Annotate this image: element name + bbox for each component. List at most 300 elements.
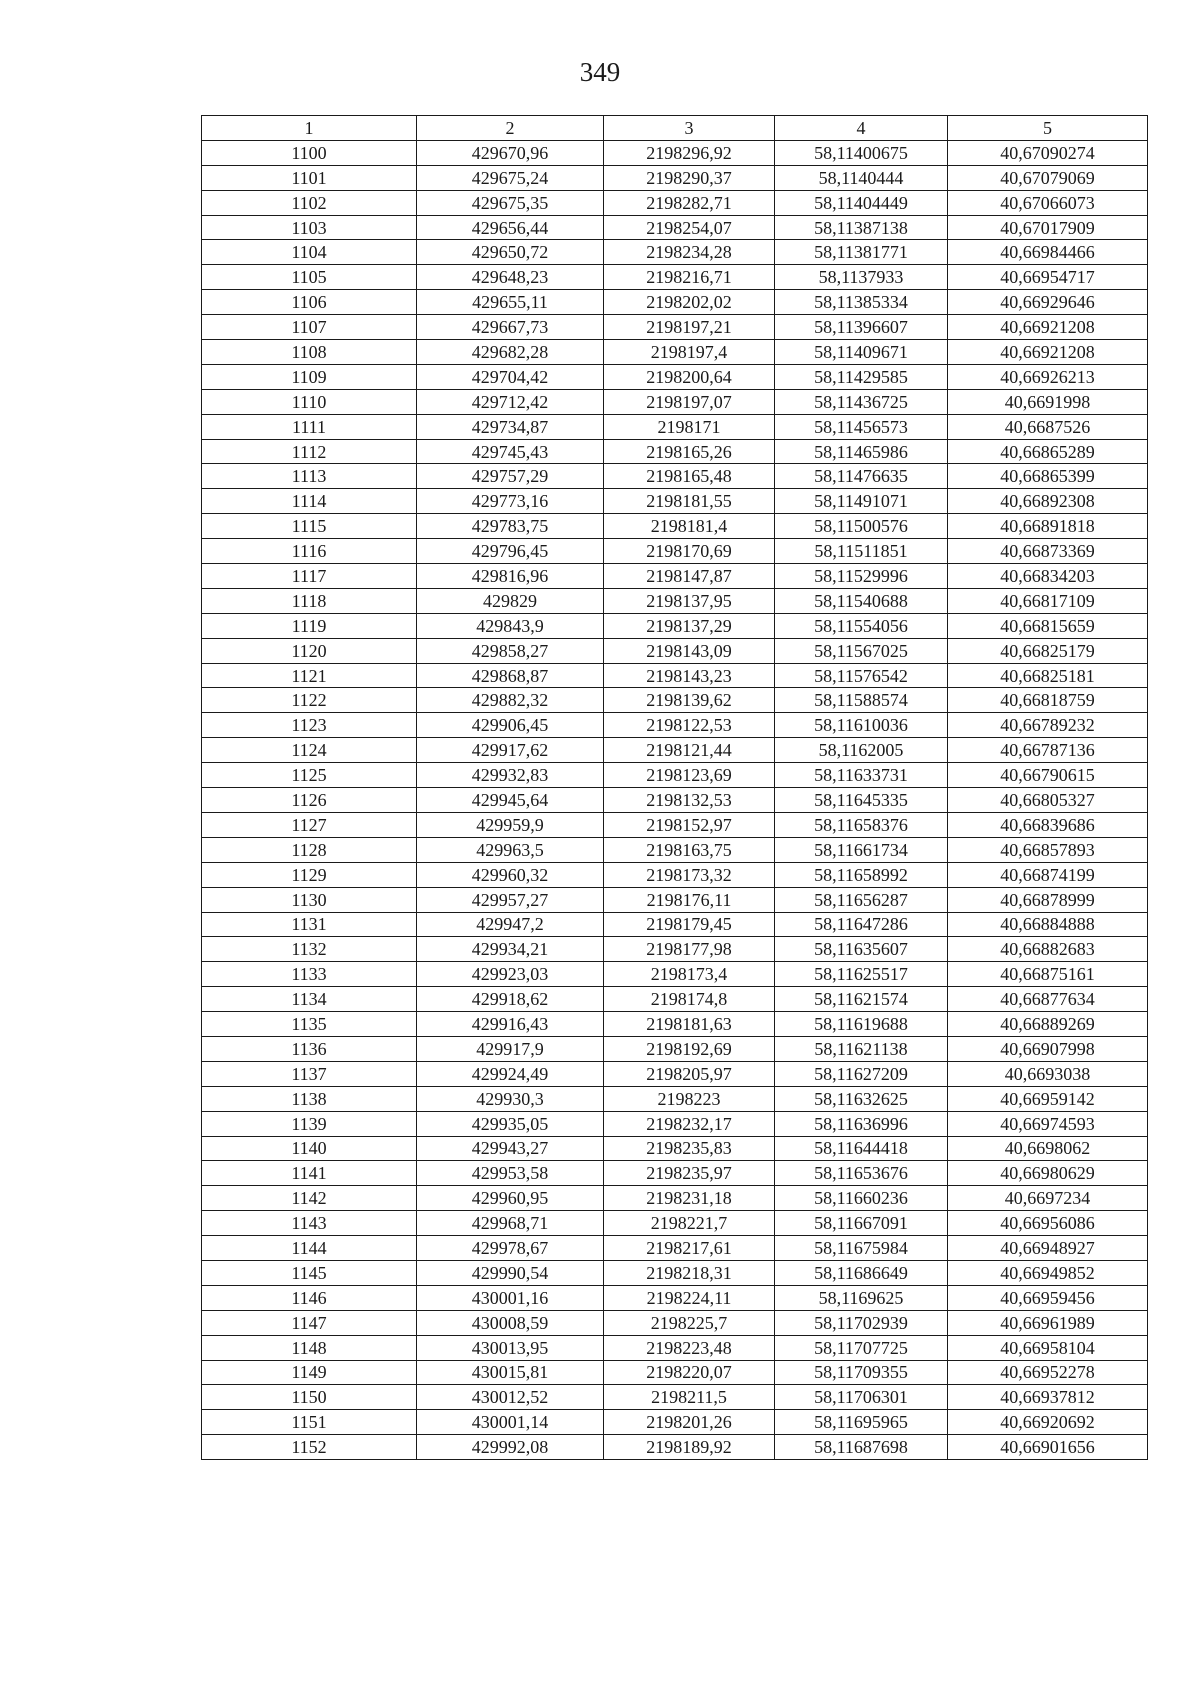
table-cell: 2198223,48 bbox=[604, 1335, 775, 1360]
table-row bbox=[202, 290, 1148, 315]
table-row bbox=[202, 1061, 1148, 1086]
table-cell: 1130 bbox=[202, 887, 417, 912]
table-cell: 429990,54 bbox=[417, 1260, 604, 1285]
table-cell: 40,66952278 bbox=[948, 1360, 1148, 1385]
table-cell: 40,66929646 bbox=[948, 290, 1148, 315]
table-cell: 2198235,97 bbox=[604, 1161, 775, 1186]
table-row bbox=[202, 987, 1148, 1012]
table-cell: 58,11385334 bbox=[775, 290, 948, 315]
table-body bbox=[202, 140, 1148, 1459]
table-cell: 40,66805327 bbox=[948, 788, 1148, 813]
table-cell: 1133 bbox=[202, 962, 417, 987]
table-cell: 1113 bbox=[202, 464, 417, 489]
table-cell: 429916,43 bbox=[417, 1012, 604, 1037]
table-row bbox=[202, 215, 1148, 240]
table-cell: 1122 bbox=[202, 688, 417, 713]
table-cell: 1144 bbox=[202, 1236, 417, 1261]
table-cell: 1108 bbox=[202, 340, 417, 365]
table-cell: 429968,71 bbox=[417, 1211, 604, 1236]
table-cell: 1114 bbox=[202, 489, 417, 514]
table-cell: 2198152,97 bbox=[604, 812, 775, 837]
table-cell: 1140 bbox=[202, 1136, 417, 1161]
table-cell: 40,6697234 bbox=[948, 1186, 1148, 1211]
table-cell: 429935,05 bbox=[417, 1111, 604, 1136]
table-cell: 429757,29 bbox=[417, 464, 604, 489]
table-row bbox=[202, 1335, 1148, 1360]
table-cell: 429959,9 bbox=[417, 812, 604, 837]
table-cell: 2198221,7 bbox=[604, 1211, 775, 1236]
table-row bbox=[202, 912, 1148, 937]
table-cell: 1119 bbox=[202, 613, 417, 638]
table-cell: 40,66825179 bbox=[948, 638, 1148, 663]
table-cell: 58,11465986 bbox=[775, 439, 948, 464]
table-cell: 2198181,63 bbox=[604, 1012, 775, 1037]
table-cell: 40,66974593 bbox=[948, 1111, 1148, 1136]
table-cell: 2198147,87 bbox=[604, 564, 775, 589]
table-cell: 429917,9 bbox=[417, 1036, 604, 1061]
table-cell: 2198171 bbox=[604, 414, 775, 439]
table-cell: 40,66884888 bbox=[948, 912, 1148, 937]
table-row bbox=[202, 140, 1148, 165]
table-cell: 429675,24 bbox=[417, 165, 604, 190]
table-cell: 2198220,07 bbox=[604, 1360, 775, 1385]
table-cell: 40,66787136 bbox=[948, 738, 1148, 763]
table-cell: 429953,58 bbox=[417, 1161, 604, 1186]
table-cell: 40,66857893 bbox=[948, 837, 1148, 862]
table-cell: 429992,08 bbox=[417, 1435, 604, 1460]
table-cell: 1138 bbox=[202, 1086, 417, 1111]
table-cell: 40,6691998 bbox=[948, 389, 1148, 414]
table-cell: 429924,49 bbox=[417, 1061, 604, 1086]
table-cell: 429960,95 bbox=[417, 1186, 604, 1211]
table-row bbox=[202, 1310, 1148, 1335]
table-row bbox=[202, 1211, 1148, 1236]
table-cell: 58,11661734 bbox=[775, 837, 948, 862]
table-cell: 40,66839686 bbox=[948, 812, 1148, 837]
table-cell: 58,11635607 bbox=[775, 937, 948, 962]
table-cell: 58,11653676 bbox=[775, 1161, 948, 1186]
table-cell: 40,6687526 bbox=[948, 414, 1148, 439]
table-row bbox=[202, 962, 1148, 987]
table-cell: 40,66874199 bbox=[948, 862, 1148, 887]
table-cell: 429675,35 bbox=[417, 190, 604, 215]
table-cell: 429882,32 bbox=[417, 688, 604, 713]
table-cell: 58,11381771 bbox=[775, 240, 948, 265]
table-cell: 429960,32 bbox=[417, 862, 604, 887]
column-header-5: 5 bbox=[948, 116, 1148, 141]
table-cell: 1107 bbox=[202, 315, 417, 340]
table-cell: 2198231,18 bbox=[604, 1186, 775, 1211]
table-cell: 2198181,55 bbox=[604, 489, 775, 514]
table-cell: 1116 bbox=[202, 539, 417, 564]
table-cell: 40,66901656 bbox=[948, 1435, 1148, 1460]
table-row bbox=[202, 713, 1148, 738]
table-cell: 2198121,44 bbox=[604, 738, 775, 763]
table-cell: 1128 bbox=[202, 837, 417, 862]
table-cell: 1106 bbox=[202, 290, 417, 315]
table-cell: 2198123,69 bbox=[604, 763, 775, 788]
table-cell: 40,66958104 bbox=[948, 1335, 1148, 1360]
table-cell: 1111 bbox=[202, 414, 417, 439]
table-cell: 430001,16 bbox=[417, 1285, 604, 1310]
table-row bbox=[202, 489, 1148, 514]
table-cell: 58,1162005 bbox=[775, 738, 948, 763]
table-cell: 40,66926213 bbox=[948, 364, 1148, 389]
table-cell: 429773,16 bbox=[417, 489, 604, 514]
table-cell: 429648,23 bbox=[417, 265, 604, 290]
table-cell: 58,11529996 bbox=[775, 564, 948, 589]
table-cell: 1136 bbox=[202, 1036, 417, 1061]
table-cell: 1143 bbox=[202, 1211, 417, 1236]
table-cell: 40,66818759 bbox=[948, 688, 1148, 713]
table-cell: 40,66980629 bbox=[948, 1161, 1148, 1186]
table-row bbox=[202, 564, 1148, 589]
table-row bbox=[202, 738, 1148, 763]
table-cell: 429943,27 bbox=[417, 1136, 604, 1161]
table-cell: 40,66937812 bbox=[948, 1385, 1148, 1410]
table-cell: 1131 bbox=[202, 912, 417, 937]
table-cell: 40,66892308 bbox=[948, 489, 1148, 514]
table-cell: 40,66789232 bbox=[948, 713, 1148, 738]
table-cell: 2198211,5 bbox=[604, 1385, 775, 1410]
table-cell: 1105 bbox=[202, 265, 417, 290]
table-cell: 58,11610036 bbox=[775, 713, 948, 738]
table-cell: 2198197,21 bbox=[604, 315, 775, 340]
table-cell: 2198192,69 bbox=[604, 1036, 775, 1061]
table-cell: 58,11660236 bbox=[775, 1186, 948, 1211]
table-cell: 429934,21 bbox=[417, 937, 604, 962]
table-row bbox=[202, 1385, 1148, 1410]
table-cell: 58,11702939 bbox=[775, 1310, 948, 1335]
table-cell: 58,11576542 bbox=[775, 663, 948, 688]
table-cell: 1127 bbox=[202, 812, 417, 837]
table-cell: 58,11621138 bbox=[775, 1036, 948, 1061]
table-cell: 2198189,92 bbox=[604, 1435, 775, 1460]
table-cell: 429978,67 bbox=[417, 1236, 604, 1261]
table-cell: 58,11709355 bbox=[775, 1360, 948, 1385]
table-row bbox=[202, 837, 1148, 862]
table-cell: 2198197,4 bbox=[604, 340, 775, 365]
table-cell: 2198216,71 bbox=[604, 265, 775, 290]
table-cell: 58,11636996 bbox=[775, 1111, 948, 1136]
table-cell: 40,66875161 bbox=[948, 962, 1148, 987]
table-cell: 429932,83 bbox=[417, 763, 604, 788]
table-cell: 58,11511851 bbox=[775, 539, 948, 564]
table-row bbox=[202, 340, 1148, 365]
table-row bbox=[202, 190, 1148, 215]
table-cell: 429917,62 bbox=[417, 738, 604, 763]
table-cell: 2198218,31 bbox=[604, 1260, 775, 1285]
table-cell: 429858,27 bbox=[417, 638, 604, 663]
table-cell: 1132 bbox=[202, 937, 417, 962]
column-header-3: 3 bbox=[604, 116, 775, 141]
table-cell: 58,1140444 bbox=[775, 165, 948, 190]
table-cell: 429650,72 bbox=[417, 240, 604, 265]
table-cell: 40,66877634 bbox=[948, 987, 1148, 1012]
table-cell: 2198224,11 bbox=[604, 1285, 775, 1310]
table-cell: 2198122,53 bbox=[604, 713, 775, 738]
table-cell: 1103 bbox=[202, 215, 417, 240]
table-cell: 40,66815659 bbox=[948, 613, 1148, 638]
table-row bbox=[202, 315, 1148, 340]
table-cell: 429945,64 bbox=[417, 788, 604, 813]
table-row bbox=[202, 240, 1148, 265]
table-row bbox=[202, 812, 1148, 837]
table-cell: 58,11686649 bbox=[775, 1260, 948, 1285]
table-cell: 58,11588574 bbox=[775, 688, 948, 713]
table-row bbox=[202, 663, 1148, 688]
table-cell: 58,11658376 bbox=[775, 812, 948, 837]
table-cell: 429745,43 bbox=[417, 439, 604, 464]
coordinates-table bbox=[201, 115, 1148, 1460]
table-cell: 429957,27 bbox=[417, 887, 604, 912]
table-cell: 40,66921208 bbox=[948, 340, 1148, 365]
table-cell: 2198181,4 bbox=[604, 514, 775, 539]
table-cell: 1152 bbox=[202, 1435, 417, 1460]
table-cell: 429734,87 bbox=[417, 414, 604, 439]
table-cell: 58,11658992 bbox=[775, 862, 948, 887]
table-cell: 58,11491071 bbox=[775, 489, 948, 514]
table-cell: 429843,9 bbox=[417, 613, 604, 638]
table-cell: 429947,2 bbox=[417, 912, 604, 937]
table-cell: 40,66984466 bbox=[948, 240, 1148, 265]
table-cell: 2198254,07 bbox=[604, 215, 775, 240]
table-cell: 58,11500576 bbox=[775, 514, 948, 539]
table-cell: 58,11687698 bbox=[775, 1435, 948, 1460]
table-cell: 40,66959456 bbox=[948, 1285, 1148, 1310]
table-cell: 40,66865399 bbox=[948, 464, 1148, 489]
table-row bbox=[202, 1410, 1148, 1435]
table-cell: 429918,62 bbox=[417, 987, 604, 1012]
table-row bbox=[202, 165, 1148, 190]
table-row bbox=[202, 1435, 1148, 1460]
table-cell: 2198173,4 bbox=[604, 962, 775, 987]
table-cell: 430015,81 bbox=[417, 1360, 604, 1385]
table-cell: 58,11706301 bbox=[775, 1385, 948, 1410]
table-cell: 2198179,45 bbox=[604, 912, 775, 937]
header-row bbox=[202, 116, 1148, 141]
table-cell: 1121 bbox=[202, 663, 417, 688]
table-header bbox=[202, 116, 1148, 141]
table-cell: 429783,75 bbox=[417, 514, 604, 539]
table-cell: 40,66948927 bbox=[948, 1236, 1148, 1261]
table-cell: 1142 bbox=[202, 1186, 417, 1211]
table-cell: 2198200,64 bbox=[604, 364, 775, 389]
table-cell: 2198137,95 bbox=[604, 588, 775, 613]
table-cell: 1120 bbox=[202, 638, 417, 663]
table-cell: 2198163,75 bbox=[604, 837, 775, 862]
table-cell: 1101 bbox=[202, 165, 417, 190]
table-cell: 58,11567025 bbox=[775, 638, 948, 663]
table-cell: 1115 bbox=[202, 514, 417, 539]
table-cell: 2198232,17 bbox=[604, 1111, 775, 1136]
table-cell: 429667,73 bbox=[417, 315, 604, 340]
table-cell: 2198165,26 bbox=[604, 439, 775, 464]
table-cell: 429816,96 bbox=[417, 564, 604, 589]
table-row bbox=[202, 1111, 1148, 1136]
column-header-2: 2 bbox=[417, 116, 604, 141]
table-cell: 40,67017909 bbox=[948, 215, 1148, 240]
table-cell: 2198205,97 bbox=[604, 1061, 775, 1086]
table-cell: 58,11627209 bbox=[775, 1061, 948, 1086]
table-cell: 1147 bbox=[202, 1310, 417, 1335]
table-cell: 40,67079069 bbox=[948, 165, 1148, 190]
table-cell: 2198174,8 bbox=[604, 987, 775, 1012]
table-cell: 40,6698062 bbox=[948, 1136, 1148, 1161]
table-cell: 430012,52 bbox=[417, 1385, 604, 1410]
column-header-4: 4 bbox=[775, 116, 948, 141]
table-row bbox=[202, 638, 1148, 663]
table-row bbox=[202, 937, 1148, 962]
table-cell: 1110 bbox=[202, 389, 417, 414]
table-cell: 2198137,29 bbox=[604, 613, 775, 638]
table-cell: 40,66834203 bbox=[948, 564, 1148, 589]
table-cell: 429906,45 bbox=[417, 713, 604, 738]
table-cell: 2198202,02 bbox=[604, 290, 775, 315]
table-cell: 58,11429585 bbox=[775, 364, 948, 389]
table-row bbox=[202, 539, 1148, 564]
table-cell: 2198234,28 bbox=[604, 240, 775, 265]
table-row bbox=[202, 364, 1148, 389]
table-cell: 58,11619688 bbox=[775, 1012, 948, 1037]
table-cell: 429868,87 bbox=[417, 663, 604, 688]
table-cell: 40,66865289 bbox=[948, 439, 1148, 464]
table-cell: 1117 bbox=[202, 564, 417, 589]
table-cell: 1100 bbox=[202, 140, 417, 165]
table-cell: 2198225,7 bbox=[604, 1310, 775, 1335]
table-cell: 40,67066073 bbox=[948, 190, 1148, 215]
table-row bbox=[202, 1236, 1148, 1261]
table-cell: 1118 bbox=[202, 588, 417, 613]
table-cell: 1129 bbox=[202, 862, 417, 887]
table-cell: 2198165,48 bbox=[604, 464, 775, 489]
table-cell: 2198290,37 bbox=[604, 165, 775, 190]
table-cell: 58,1169625 bbox=[775, 1285, 948, 1310]
table-row bbox=[202, 1186, 1148, 1211]
table-cell: 40,66956086 bbox=[948, 1211, 1148, 1236]
table-cell: 58,11400675 bbox=[775, 140, 948, 165]
table-cell: 1139 bbox=[202, 1111, 417, 1136]
table-cell: 58,11625517 bbox=[775, 962, 948, 987]
table-cell: 58,11387138 bbox=[775, 215, 948, 240]
table-cell: 2198143,09 bbox=[604, 638, 775, 663]
table-cell: 1104 bbox=[202, 240, 417, 265]
table-cell: 40,66825181 bbox=[948, 663, 1148, 688]
table-cell: 58,11456573 bbox=[775, 414, 948, 439]
table-row bbox=[202, 464, 1148, 489]
table-cell: 1141 bbox=[202, 1161, 417, 1186]
table-cell: 58,11675984 bbox=[775, 1236, 948, 1261]
table-row bbox=[202, 414, 1148, 439]
table-row bbox=[202, 1161, 1148, 1186]
table-cell: 2198197,07 bbox=[604, 389, 775, 414]
table-cell: 58,11645335 bbox=[775, 788, 948, 813]
table-cell: 40,67090274 bbox=[948, 140, 1148, 165]
table-cell: 429704,42 bbox=[417, 364, 604, 389]
table-cell: 58,11647286 bbox=[775, 912, 948, 937]
table-cell: 58,1137933 bbox=[775, 265, 948, 290]
table-row bbox=[202, 588, 1148, 613]
table-row bbox=[202, 887, 1148, 912]
table-row bbox=[202, 265, 1148, 290]
table-cell: 1135 bbox=[202, 1012, 417, 1037]
table-cell: 2198201,26 bbox=[604, 1410, 775, 1435]
table-cell: 2198143,23 bbox=[604, 663, 775, 688]
table-cell: 2198173,32 bbox=[604, 862, 775, 887]
table-cell: 58,11644418 bbox=[775, 1136, 948, 1161]
table-row bbox=[202, 514, 1148, 539]
table-cell: 40,66949852 bbox=[948, 1260, 1148, 1285]
table-cell: 2198177,98 bbox=[604, 937, 775, 962]
table-cell: 58,11554056 bbox=[775, 613, 948, 638]
table-row bbox=[202, 1260, 1148, 1285]
table-cell: 1146 bbox=[202, 1285, 417, 1310]
table-row bbox=[202, 1360, 1148, 1385]
table-cell: 40,66954717 bbox=[948, 265, 1148, 290]
table-cell: 1123 bbox=[202, 713, 417, 738]
table-cell: 429930,3 bbox=[417, 1086, 604, 1111]
table-cell: 40,66878999 bbox=[948, 887, 1148, 912]
table-cell: 1124 bbox=[202, 738, 417, 763]
table-cell: 58,11540688 bbox=[775, 588, 948, 613]
table-cell: 1109 bbox=[202, 364, 417, 389]
table-cell: 58,11404449 bbox=[775, 190, 948, 215]
table-cell: 58,11409671 bbox=[775, 340, 948, 365]
table-cell: 58,11396607 bbox=[775, 315, 948, 340]
table-cell: 2198235,83 bbox=[604, 1136, 775, 1161]
table-row bbox=[202, 1136, 1148, 1161]
table-cell: 429923,03 bbox=[417, 962, 604, 987]
table-cell: 430008,59 bbox=[417, 1310, 604, 1335]
table-cell: 2198296,92 bbox=[604, 140, 775, 165]
table-row bbox=[202, 613, 1148, 638]
table-cell: 1150 bbox=[202, 1385, 417, 1410]
page-number: 349 bbox=[579, 57, 621, 87]
table-cell: 429963,5 bbox=[417, 837, 604, 862]
table-cell: 2198217,61 bbox=[604, 1236, 775, 1261]
table-cell: 58,11667091 bbox=[775, 1211, 948, 1236]
table-cell: 429829 bbox=[417, 588, 604, 613]
table-cell: 1148 bbox=[202, 1335, 417, 1360]
table-cell: 40,66882683 bbox=[948, 937, 1148, 962]
table-cell: 58,11476635 bbox=[775, 464, 948, 489]
column-header-1: 1 bbox=[202, 116, 417, 141]
table-cell: 1126 bbox=[202, 788, 417, 813]
table-cell: 40,66889269 bbox=[948, 1012, 1148, 1037]
table-row bbox=[202, 1285, 1148, 1310]
table-cell: 1145 bbox=[202, 1260, 417, 1285]
table-row bbox=[202, 389, 1148, 414]
table-row bbox=[202, 1012, 1148, 1037]
table-cell: 2198170,69 bbox=[604, 539, 775, 564]
table-cell: 40,66959142 bbox=[948, 1086, 1148, 1111]
table-row bbox=[202, 688, 1148, 713]
table-cell: 1134 bbox=[202, 987, 417, 1012]
table-cell: 40,66961989 bbox=[948, 1310, 1148, 1335]
table-cell: 40,6693038 bbox=[948, 1061, 1148, 1086]
table-cell: 429682,28 bbox=[417, 340, 604, 365]
table-cell: 1112 bbox=[202, 439, 417, 464]
table-cell: 429670,96 bbox=[417, 140, 604, 165]
table-cell: 58,11656287 bbox=[775, 887, 948, 912]
table-row bbox=[202, 763, 1148, 788]
table-cell: 429655,11 bbox=[417, 290, 604, 315]
table-cell: 1125 bbox=[202, 763, 417, 788]
table-cell: 429712,42 bbox=[417, 389, 604, 414]
table-row bbox=[202, 1086, 1148, 1111]
table-cell: 58,11436725 bbox=[775, 389, 948, 414]
table-row bbox=[202, 1036, 1148, 1061]
